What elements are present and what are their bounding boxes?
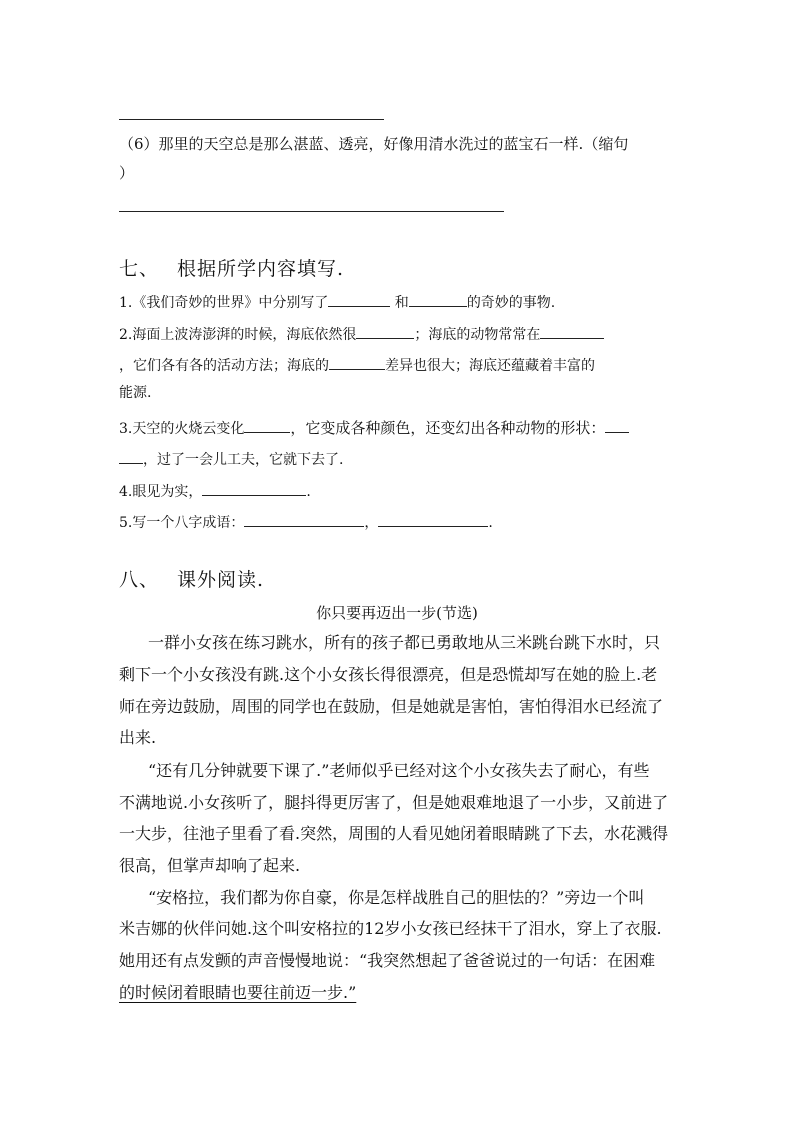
fill-item-1 <box>119 292 555 310</box>
section-7-title: 根据所学内容填写. <box>177 258 345 280</box>
question-6-close-paren: ） <box>119 164 135 182</box>
question-6-text: （6）那里的天空总是那么湛蓝、透亮，好像用清水洗过的蓝宝石一样.（缩句 <box>119 135 629 153</box>
reading-line: “还有几分钟就要下课了.”老师似乎已经对这个小女孩失去了耐心，有些 <box>148 761 650 780</box>
fill-item-4-text-a: 4.眼见为实， <box>119 484 203 500</box>
fill-item-3-text-a: 3.天空的火烧云变化 <box>119 421 245 437</box>
fill-item-3-text-c: ，过了一会儿工夫，它就下去了. <box>143 452 344 468</box>
fill-item-5-text-c: . <box>488 515 493 531</box>
fill-blank[interactable] <box>329 355 385 370</box>
fill-item-3 <box>119 418 629 436</box>
section-8-number: 八、 <box>119 569 160 591</box>
fill-blank[interactable] <box>202 481 306 496</box>
reading-line: 剩下一个小女孩没有跳.这个小女孩长得很漂亮，但是恐慌却写在她的脸上.老 <box>119 665 658 684</box>
fill-blank[interactable] <box>378 512 488 527</box>
fill-item-2-cont <box>119 355 595 373</box>
reading-line: 她用还有点发颤的声音慢慢地说：“我突然想起了爸爸说过的一句话：在困难 <box>119 951 656 970</box>
section-8-title: 课外阅读. <box>177 569 265 591</box>
fill-blank[interactable] <box>605 418 629 433</box>
reading-line: 一群小女孩在练习跳水，所有的孩子都已勇敢地从三米跳台跳下水时，只 <box>148 633 661 652</box>
reading-line: “安格拉，我们都为你自豪，你是怎样战胜自己的胆怯的？”旁边一个叫 <box>148 888 645 907</box>
fill-item-2-end <box>119 386 151 400</box>
reading-line: 很高，但掌声却响了起来. <box>119 856 301 875</box>
fill-item-5-text-a: 5.写一个八字成语： <box>119 515 245 531</box>
reading-line-underlined: 的时候闭着眼睛也要往前迈一步.” <box>119 983 357 1002</box>
fill-item-2-text-a: 2.海面上波涛澎湃的时候，海底依然很 <box>119 327 357 343</box>
fill-blank[interactable] <box>356 324 414 339</box>
fill-blank[interactable] <box>119 449 143 464</box>
fill-item-1-text-b: 和 <box>390 295 409 311</box>
fill-blank[interactable] <box>409 292 467 307</box>
reading-line: 米吉娜的伙伴问她.这个叫安格拉的12岁小女孩已经抹干了泪水，穿上了衣服. <box>119 919 662 938</box>
fill-blank[interactable] <box>244 512 364 527</box>
fill-blank[interactable] <box>540 324 604 339</box>
reading-line: 师在旁边鼓励，周围的同学也在鼓励，但是她就是害怕，害怕得泪水已经流了 <box>119 697 664 716</box>
fill-item-3-text-b: ，它变成各种颜色，还变幻出各种动物的形状： <box>290 419 606 437</box>
question-6 <box>119 137 628 152</box>
reading-line: 一大步，往池子里看了看.突然，周围的人看见她闭着眼睛跳了下去，水花溅得 <box>119 824 669 843</box>
fill-item-2-text-b: ；海底的动物常常在 <box>414 327 541 343</box>
reading-line: 出来. <box>119 728 157 747</box>
fill-item-5-text-b: ， <box>364 515 379 531</box>
fill-item-1-text-c: 的奇妙的事物. <box>466 295 556 311</box>
fill-item-4 <box>119 481 311 499</box>
section-7-number: 七、 <box>119 258 160 280</box>
reading-line: 不满地说.小女孩听了，腿抖得更厉害了，但是她艰难地退了一小步，又前进了 <box>119 793 669 812</box>
fill-item-2-text-d: 差异也很大；海底还蕴藏着丰富的 <box>385 358 595 374</box>
answer-line <box>119 119 384 120</box>
fill-blank[interactable] <box>328 292 390 307</box>
fill-item-5 <box>119 512 493 530</box>
section-7-heading <box>119 254 344 281</box>
fill-blank[interactable] <box>244 418 290 433</box>
fill-item-2 <box>119 324 604 342</box>
fill-item-1-text-a: 1.《我们奇妙的世界》中分别写了 <box>119 295 329 311</box>
answer-line <box>119 211 504 212</box>
fill-item-4-text-b: . <box>306 484 311 500</box>
question-6-close <box>119 166 134 181</box>
fill-item-2-text-e: 能源. <box>119 385 152 401</box>
fill-item-3-cont <box>119 449 343 467</box>
section-8-heading <box>119 565 264 592</box>
reading-title: 你只要再迈出一步(节选) <box>316 604 478 622</box>
fill-item-2-text-c: ，它们各有各的活动方法；海底的 <box>119 358 329 374</box>
